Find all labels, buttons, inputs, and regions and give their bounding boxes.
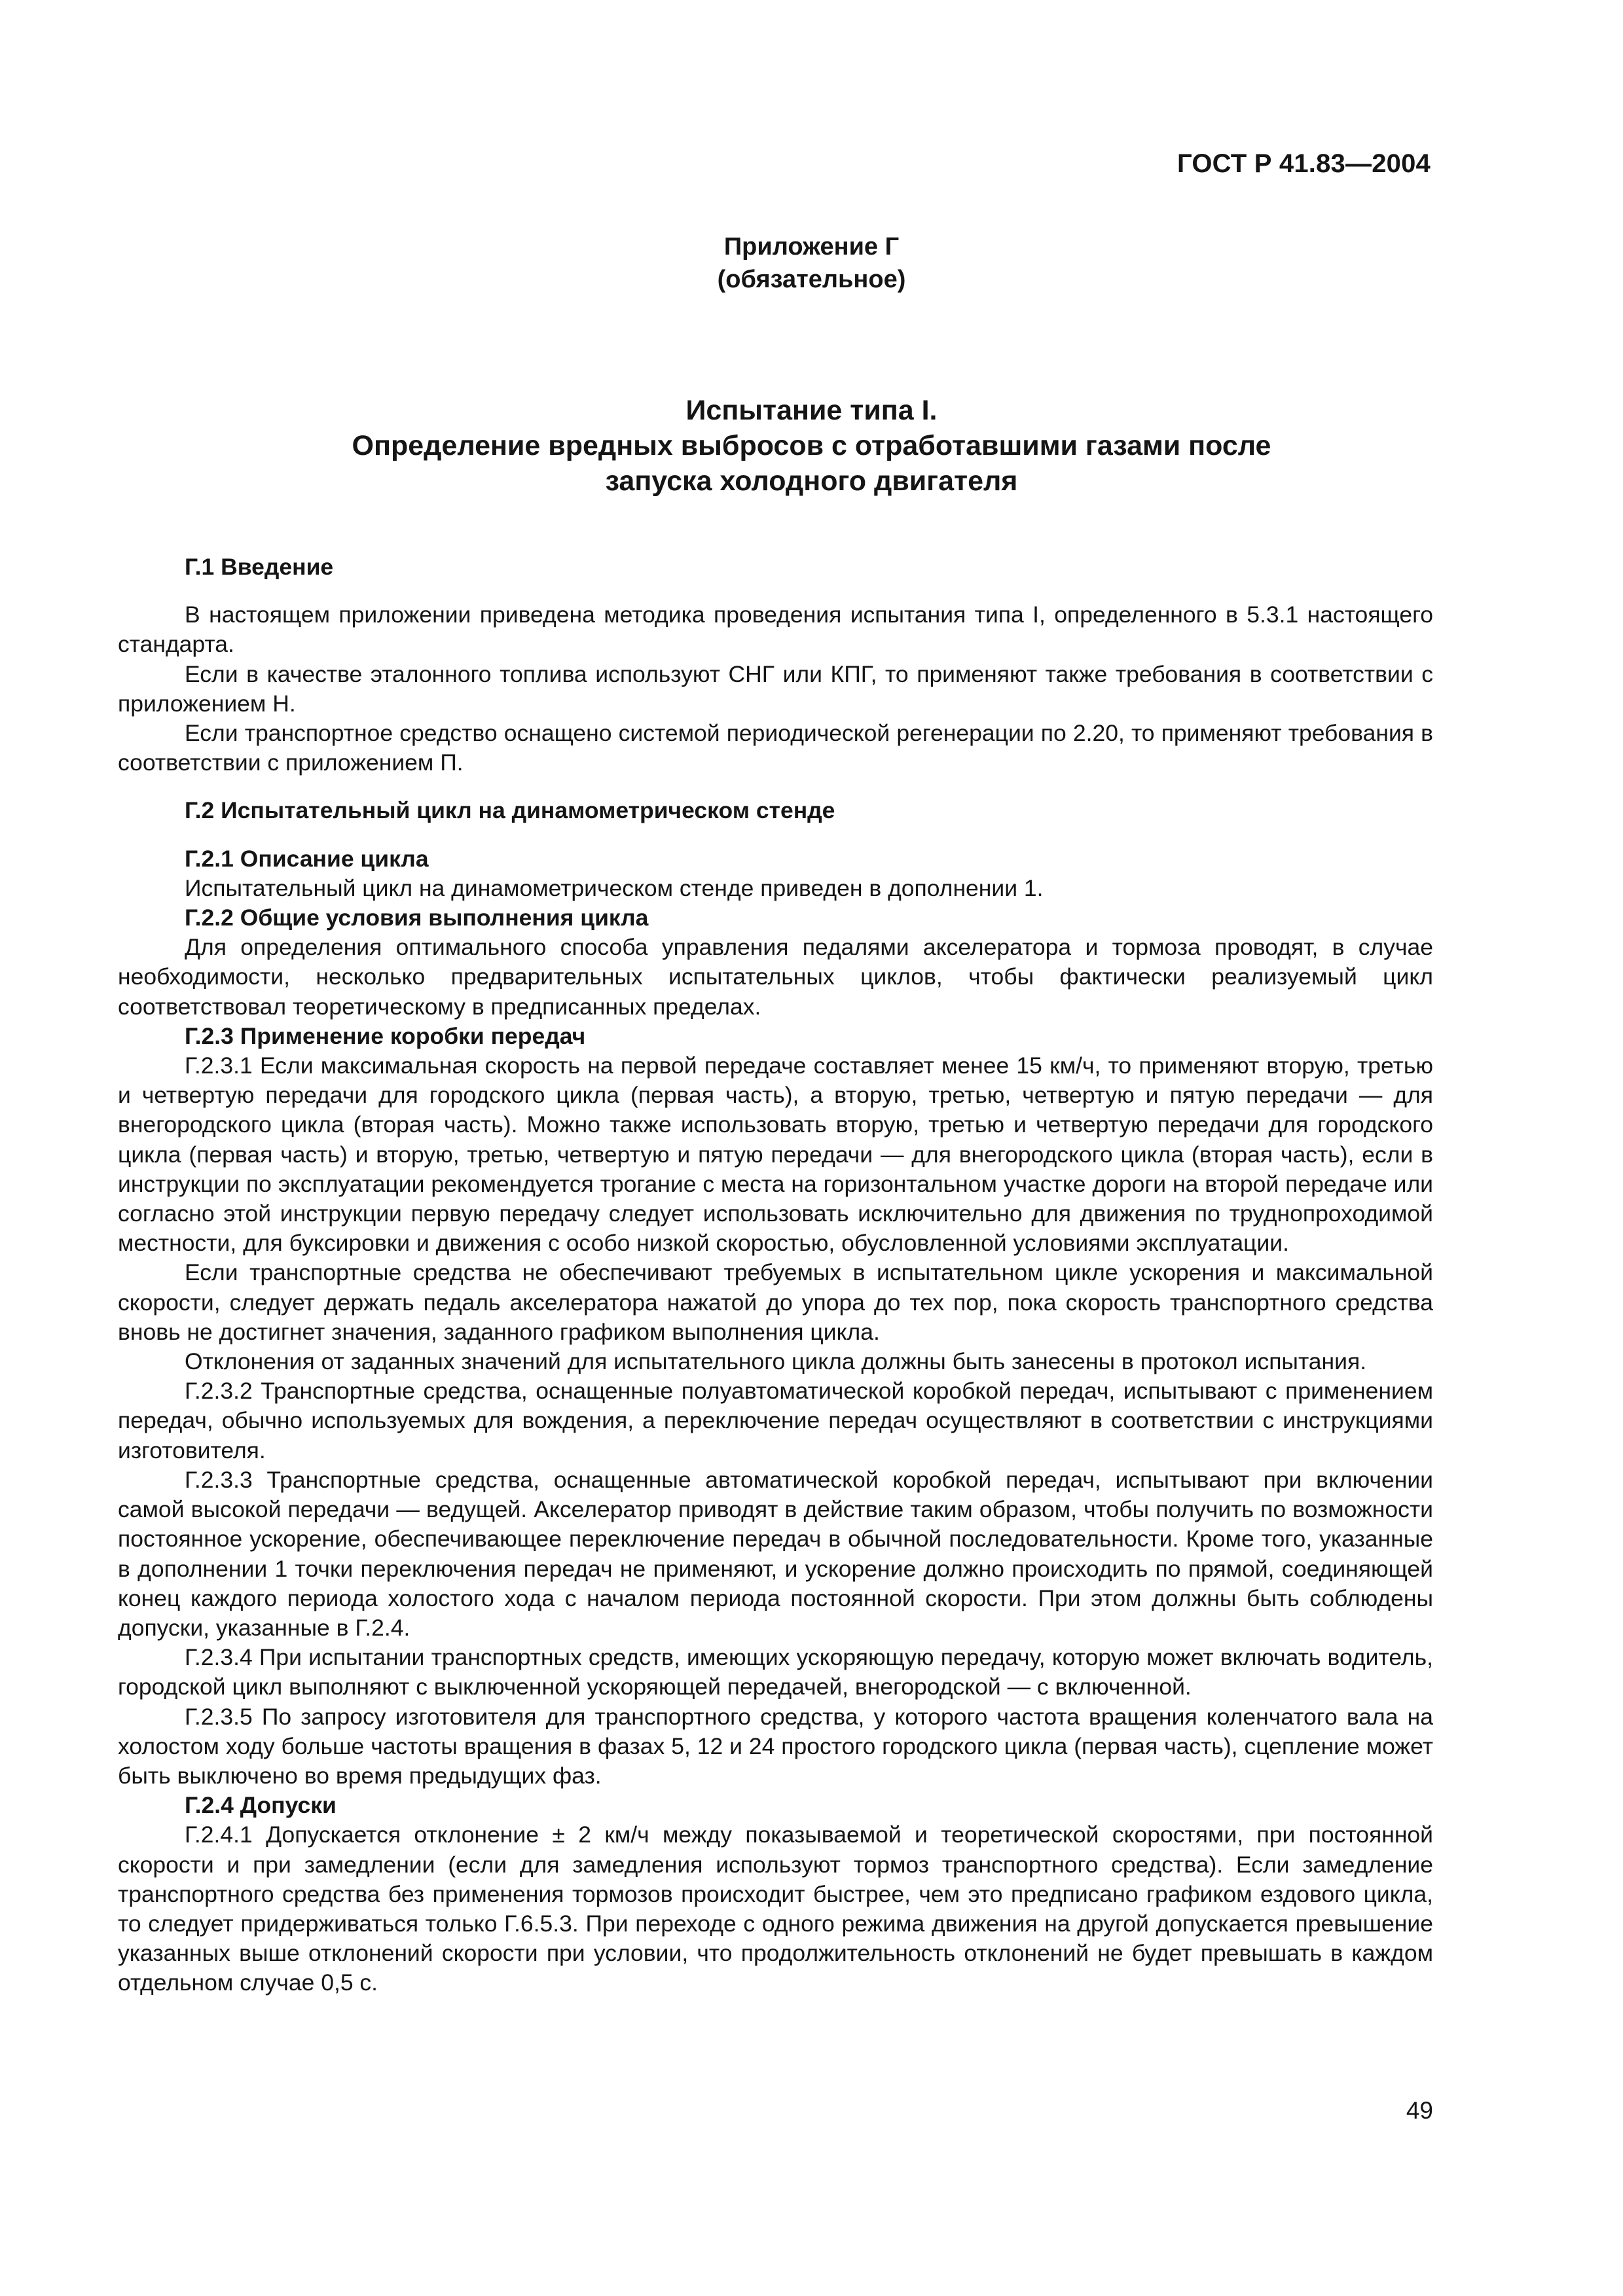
subsection-heading-g21: Г.2.1 Описание цикла	[185, 845, 429, 872]
subsection-heading-g23: Г.2.3 Применение коробки передач	[185, 1022, 586, 1049]
paragraph: Г.2.3.1 Если максимальная скорость на первой передаче составляет менее 15 км/ч, то применяют вторую, третью и четвертую передачи для городского цикла (первая часть), а вторую, третью, четвертую и пятую передачи — для внегородского цикла (вторая часть). Можно также использовать вторую, третью и четвертую передачи для городского цикла (первая часть) и вторую, третью, четвертую и пятую передачи — для внегородского цикла (вторая часть), если в инструкции по эксплуатации рекомендуется трогание с места на горизонтальном участке дороги на второй передаче или согласно этой инструкции первую передачу следует использовать исключительно для движения по труднопроходимой местности, для буксировки и движения с особо низкой скоростью, обусловленной условиями эксплуатации.	[118, 1052, 1433, 1257]
paragraph: Г.2.3.3 Транспортные средства, оснащенные автоматической коробкой передач, испытывают при включении самой высокой передачи — ведущей. Акселератор приводят в действие таким образом, чтобы получить по возможности постоянное ускорение, обеспечивающее переключение передач в обычной последовательности. Кроме того, указанные в дополнении 1 точки переключения передач не применяют, и ускорение должно происходить по прямой, соединяющей конец каждого периода холостого хода с началом периода постоянной скорости. При этом должны быть соблюдены допуски, указанные в Г.2.4.	[118, 1466, 1433, 1641]
paragraph: Г.2.3.2 Транспортные средства, оснащенные полуавтоматической коробкой передач, испытывают с применением передач, обычно используемых для вождения, а переключение передач осуществляют в соответствии с инструкциями изготовителя.	[118, 1378, 1433, 1463]
annex-status: (обязательное)	[717, 266, 906, 293]
paragraph: Г.2.3.4 При испытании транспортных средств, имеющих ускоряющую передачу, которую может включать водитель, городской цикл выполняют с выключенной ускоряющей передачей, внегородской — с включенной.	[118, 1644, 1433, 1700]
section-heading-g2: Г.2 Испытательный цикл на динамометрическом стенде	[185, 797, 835, 824]
paragraph: Г.2.3.5 По запросу изготовителя для транспортного средства, у которого частота вращения коленчатого вала на холостом ходу больше частоты вращения в фазах 5, 12 и 24 простого городского цикла (первая часть), сцепление может быть выключено во время предыдущих фаз.	[118, 1703, 1433, 1789]
standard-code: ГОСТ Р 41.83—2004	[1177, 149, 1431, 178]
subsection-heading-g24: Г.2.4 Допуски	[185, 1792, 337, 1819]
document-title	[0, 393, 1623, 499]
paragraph: Если в качестве эталонного топлива используют СНГ или КПГ, то применяют также требования в соответствии с приложением Н.	[118, 660, 1433, 717]
subsection-heading-g22: Г.2.2 Общие условия выполнения цикла	[185, 905, 649, 931]
title-line-2: Определение вредных выбросов с отработавшими газами после	[352, 430, 1271, 461]
annex-heading	[0, 230, 1623, 296]
title-line-1: Испытание типа I.	[685, 395, 938, 426]
annex-label: Приложение Г	[723, 233, 900, 260]
paragraph: Отклонения от заданных значений для испытательного цикла должны быть занесены в протокол испытания.	[185, 1348, 1367, 1375]
paragraph: Испытательный цикл на динамометрическом стенде приведен в дополнении 1.	[185, 874, 1044, 901]
document-body	[118, 552, 1433, 1998]
title-line-3: запуска холодного двигателя	[605, 465, 1018, 497]
paragraph: Г.2.4.1 Допускается отклонение ± 2 км/ч между показываемой и теоретической скоростями, при постоянной скорости и при замедлении (если для замедления используют тормоз транспортного средства). Если замедление транспортного средства без применения тормозов происходит быстрее, чем это предписано графиком ездового цикла, то следует придерживаться только Г.6.5.3. При переходе с одного режима движения на другой допускается превышение указанных выше отклонений скорости при условии, что продолжительность отклонений не будет превышать в каждом отдельном случае 0,5 с.	[118, 1821, 1433, 1996]
paragraph: В настоящем приложении приведена методика проведения испытания типа I, определенного в 5.3.1 настоящего стандарта.	[118, 601, 1433, 658]
paragraph: Если транспортные средства не обеспечивают требуемых в испытательном цикле ускорения и максимальной скорости, следует держать педаль акселератора нажатой до упора до тех пор, пока скорость транспортного средства вновь не достигнет значения, заданного графиком выполнения цикла.	[118, 1259, 1433, 1345]
paragraph: Для определения оптимального способа управления педалями акселератора и тормоза проводят, в случае необходимости, несколько предварительных испытательных циклов, чтобы фактически реализуемый цикл соответствовал теоретическому в предписанных пределах.	[118, 934, 1433, 1020]
page-number: 49	[1406, 2097, 1433, 2124]
paragraph: Если транспортное средство оснащено системой периодической регенерации по 2.20, то применяют требования в соответствии с приложением П.	[118, 720, 1433, 776]
section-heading-g1: Г.1 Введение	[185, 554, 334, 580]
